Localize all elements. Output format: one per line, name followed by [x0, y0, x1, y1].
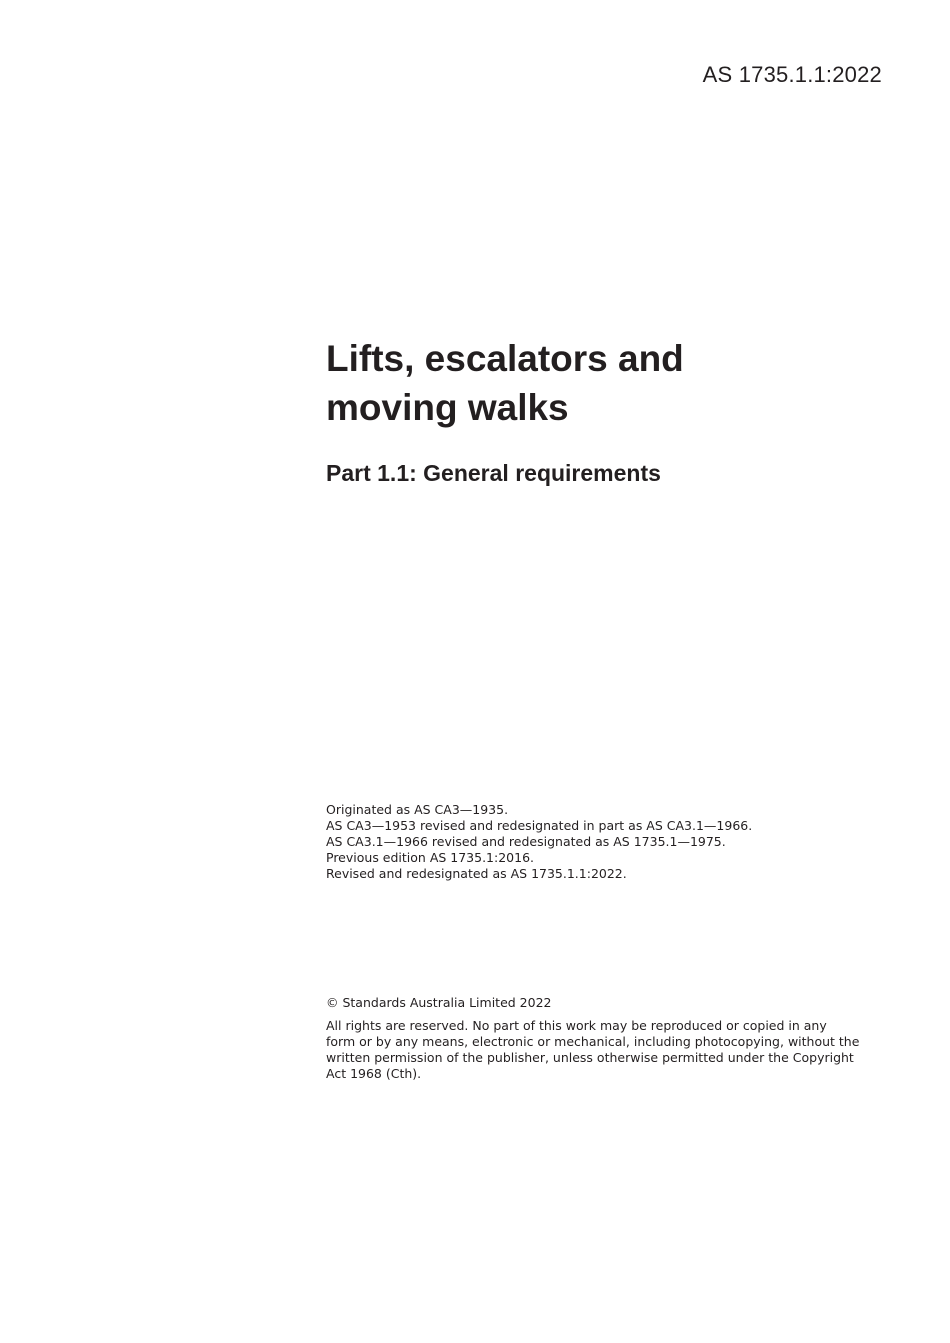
publication-history [326, 802, 886, 882]
rights-statement [326, 1018, 860, 1082]
history-line: Revised and redesignated as AS 1735.1.1:2022. [326, 866, 627, 881]
history-line: AS CA3.1—1966 revised and redesignated as AS 1735.1—1975. [326, 834, 726, 849]
rights-line: All rights are reserved. No part of this work may be reproduced or copied in any [326, 1018, 827, 1033]
document-subtitle: Part 1.1: General requirements [326, 460, 661, 486]
copyright-notice: © Standards Australia Limited 2022 [326, 995, 552, 1010]
document-title [326, 334, 886, 432]
document-title-line: Lifts, escalators and [326, 338, 684, 379]
history-line: Previous edition AS 1735.1:2016. [326, 850, 535, 865]
standard-number: AS 1735.1.1:2022 [702, 62, 882, 87]
rights-line: Act 1968 (Cth). [326, 1066, 422, 1081]
history-line: Originated as AS CA3—1935. [326, 802, 509, 817]
history-line: AS CA3—1953 revised and redesignated in part as AS CA3.1—1966. [326, 818, 753, 833]
document-title-line: moving walks [326, 387, 569, 428]
rights-line: form or by any means, electronic or mechanical, including photocopying, without the [326, 1034, 860, 1049]
rights-line: written permission of the publisher, unless otherwise permitted under the Copyright [326, 1050, 854, 1065]
